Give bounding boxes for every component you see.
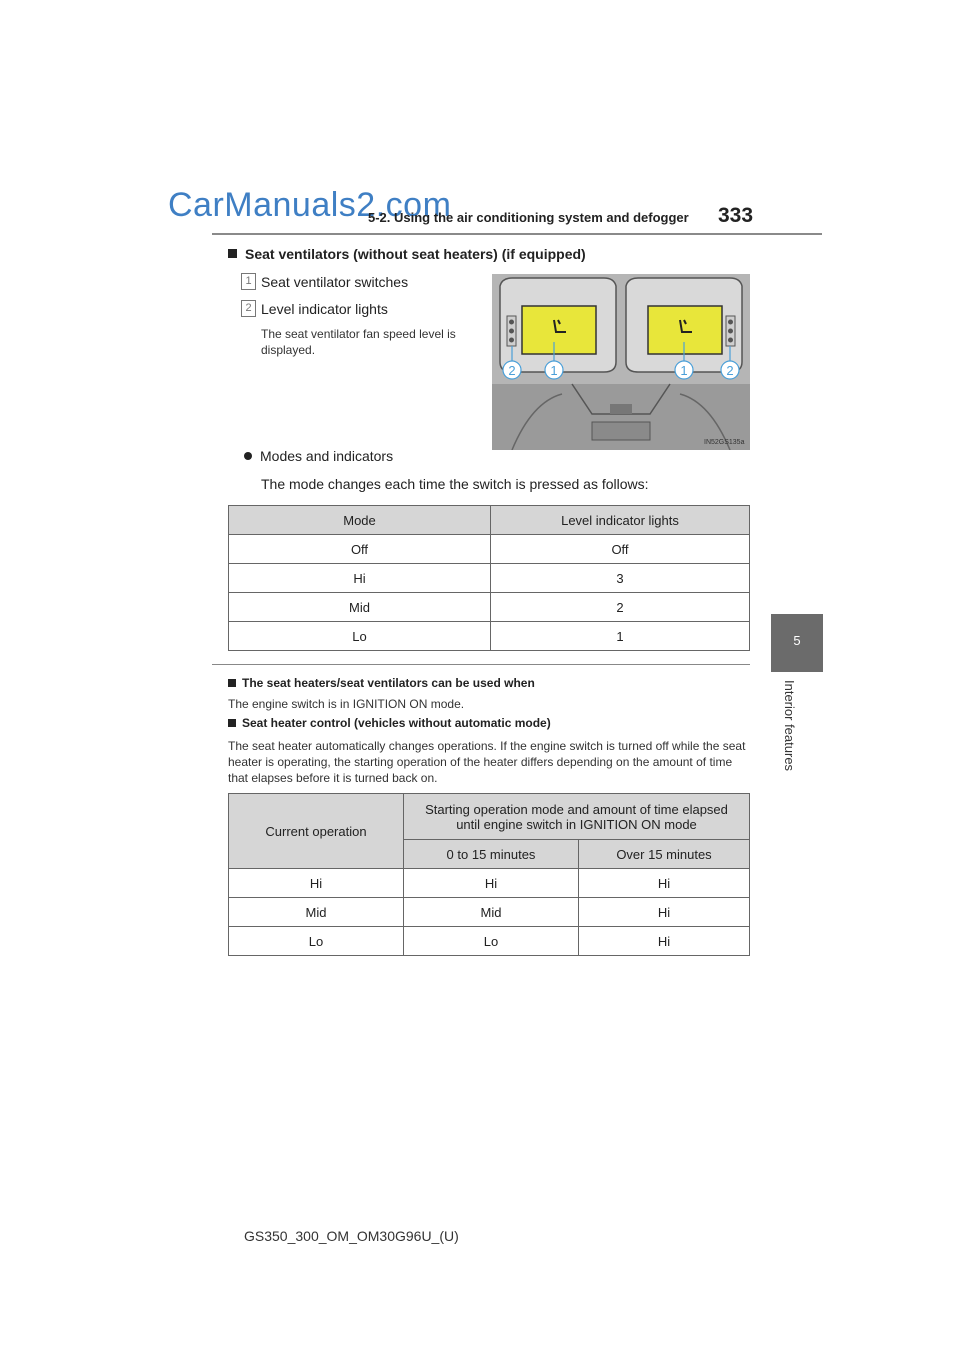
table-header-current-operation: Current operation xyxy=(229,794,404,869)
item-description: The seat ventilator fan speed level is displayed. xyxy=(261,327,456,357)
table-cell: 2 xyxy=(491,593,750,622)
section-heading xyxy=(228,246,586,262)
callout-label: 2 xyxy=(508,363,516,378)
callout-number-box: 2 xyxy=(241,300,256,317)
illustration-code: IN52GS135a xyxy=(704,439,745,446)
table-cell: Off xyxy=(229,535,491,564)
section-heading-text: Seat ventilators (without seat heaters) (if equipped) xyxy=(245,246,586,262)
round-bullet-icon xyxy=(244,452,252,460)
table-header-level-indicator: Level indicator lights xyxy=(491,506,750,535)
item-label-level-indicator-lights: Level indicator lights xyxy=(261,301,388,317)
note-text: The seat heater automatically changes operations. If the engine switch is turned off while the seat heater is operating, the starting operation of the heater differs depending on the amount of time that elapses before it is turned back on. xyxy=(228,739,746,785)
table-cell: Mid xyxy=(229,593,491,622)
table-cell: Lo xyxy=(404,927,579,956)
table-cell: Hi xyxy=(579,869,750,898)
right-seat-ventilator-switch xyxy=(648,306,722,354)
item-label-seat-ventilator-switches: Seat ventilator switches xyxy=(261,274,409,290)
document-code: GS350_300_OM_OM30G96U_(U) xyxy=(244,1228,459,1244)
table-cell: Mid xyxy=(229,898,404,927)
table-header-starting-operation: Starting operation mode and amount of time elapsed until engine switch in IGNITION ON mode xyxy=(404,794,750,840)
square-bullet-icon xyxy=(228,679,236,687)
table-header-0-to-15: 0 to 15 minutes xyxy=(404,840,579,869)
table-row xyxy=(229,535,750,564)
page-number: 333 xyxy=(718,204,754,227)
seat-ventilator-illustration xyxy=(492,274,750,450)
callout-label: 2 xyxy=(726,363,734,378)
header-divider xyxy=(212,233,822,235)
modes-bullet xyxy=(244,448,393,464)
table-row xyxy=(229,927,750,956)
table-cell: Lo xyxy=(229,622,491,651)
table-row xyxy=(229,869,750,898)
note-heading-text: The seat heaters/seat ventilators can be used when xyxy=(242,676,535,690)
note-heading xyxy=(228,716,551,730)
table-row xyxy=(229,564,750,593)
bullet-description: The mode changes each time the switch is pressed as follows: xyxy=(261,476,649,492)
table-row xyxy=(229,593,750,622)
table-cell: 1 xyxy=(491,622,750,651)
heater-control-table xyxy=(228,793,750,956)
callout-label: 1 xyxy=(550,363,558,378)
table-cell: Hi xyxy=(229,564,491,593)
note-text: The engine switch is in IGNITION ON mode. xyxy=(228,697,465,711)
callout-number-box: 1 xyxy=(241,273,256,290)
table-row xyxy=(229,622,750,651)
table-cell: Hi xyxy=(404,869,579,898)
table-cell: Lo xyxy=(229,927,404,956)
notes-divider xyxy=(212,664,750,665)
mode-table xyxy=(228,505,750,651)
table-cell: Mid xyxy=(404,898,579,927)
square-bullet-icon xyxy=(228,719,236,727)
note-heading-text: Seat heater control (vehicles without automatic mode) xyxy=(242,716,551,730)
square-bullet-icon xyxy=(228,249,237,258)
table-header-mode: Mode xyxy=(229,506,491,535)
left-seat-ventilator-switch xyxy=(522,306,596,354)
table-cell: Hi xyxy=(229,869,404,898)
table-cell: Hi xyxy=(579,898,750,927)
chapter-label: Interior features xyxy=(782,680,797,772)
callout-label: 1 xyxy=(680,363,688,378)
table-cell: 3 xyxy=(491,564,750,593)
table-cell: Hi xyxy=(579,927,750,956)
chapter-tab[interactable]: 5 xyxy=(771,614,823,672)
bullet-title: Modes and indicators xyxy=(260,448,394,464)
table-cell: Off xyxy=(491,535,750,564)
table-header-over-15: Over 15 minutes xyxy=(579,840,750,869)
section-header-title: 5-2. Using the air conditioning system and defogger xyxy=(368,210,689,225)
watermark-logo: CarManuals2.com xyxy=(168,186,452,224)
note-heading xyxy=(228,676,535,690)
table-row xyxy=(229,898,750,927)
